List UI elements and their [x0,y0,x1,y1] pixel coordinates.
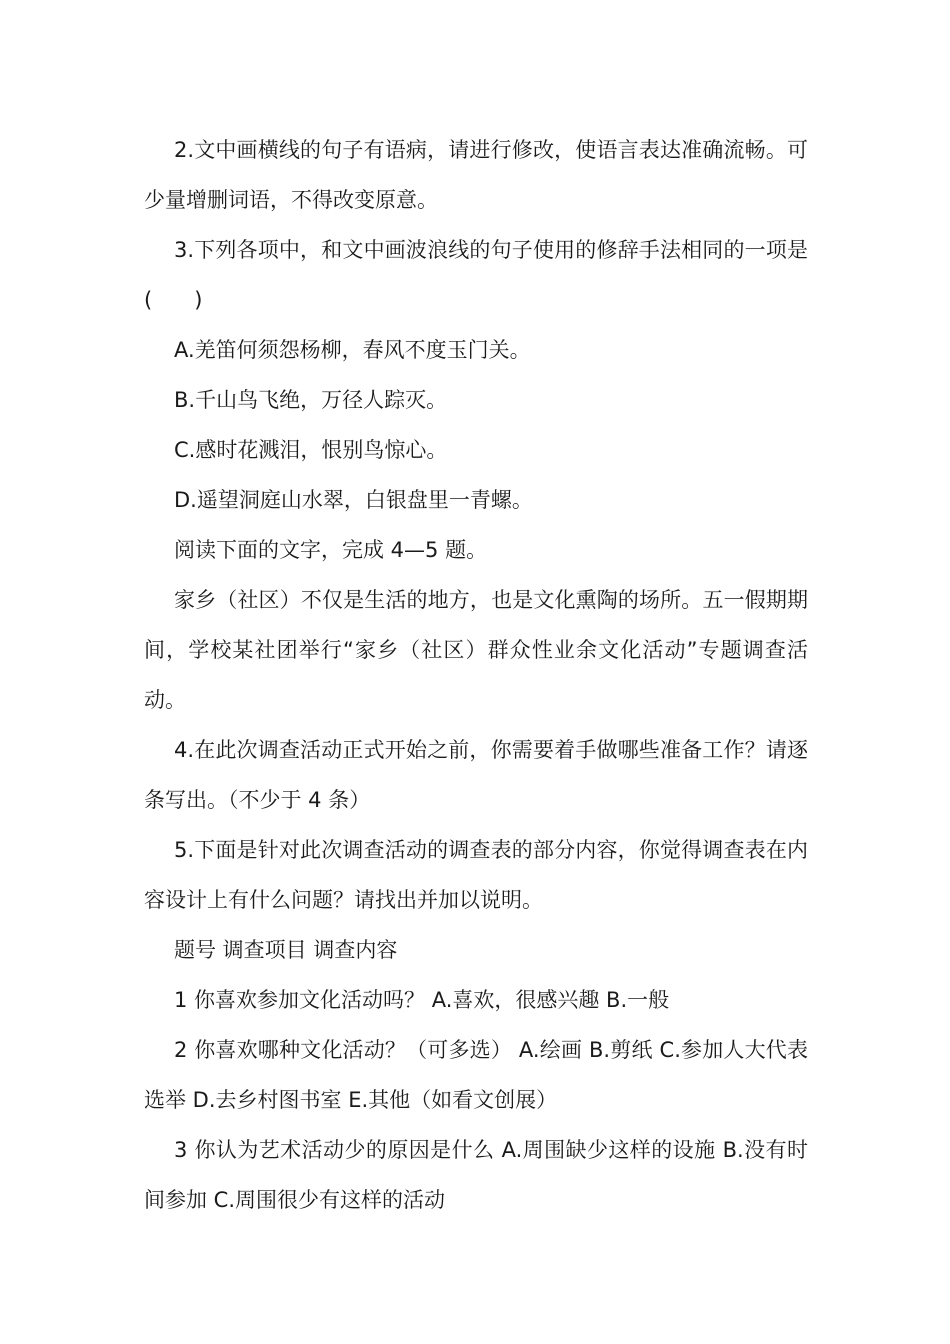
option-c: C.感时花溅泪，恨别鸟惊心。 [174,438,448,462]
document-page [144,125,808,1225]
question-5: 5.下面是针对此次调查活动的调查表的部分内容，你觉得调查表在内容设计上有什么问题？请找出并加以说明。 [144,838,808,912]
option-d: D.遥望洞庭山水翠，白银盘里一青螺。 [174,488,533,512]
survey-row-3: 3 你认为艺术活动少的原因是什么 A.周围缺少这样的设施 B.没有时间参加 C.周围很少有这样的活动 [144,1138,808,1212]
option-a: A.羌笛何须怨杨柳，春风不度玉门关。 [174,338,531,362]
reading-instruction: 阅读下面的文字，完成 4—5 题。 [174,538,488,562]
question-2: 2.文中画横线的句子有语病，请进行修改，使语言表达准确流畅。可少量增删词语，不得改变原意。 [144,138,808,212]
survey-row-2: 2 你喜欢哪种文化活动？（可多选） A.绘画 B.剪纸 C.参加人大代表选举 D.去乡村图书室 E.其他（如看文创展） [144,1038,808,1112]
question-3: 3.下列各项中，和文中画波浪线的句子使用的修辞手法相同的一项是( ) [144,238,808,312]
reading-passage: 家乡（社区）不仅是生活的地方，也是文化熏陶的场所。五一假期期间，学校某社团举行“家乡（社区）群众性业余文化活动”专题调查活动。 [144,588,808,712]
survey-header: 题号 调查项目 调查内容 [174,938,398,962]
survey-row-1: 1 你喜欢参加文化活动吗？ A.喜欢，很感兴趣 B.一般 [174,988,670,1012]
question-4: 4.在此次调查活动正式开始之前，你需要着手做哪些准备工作？请逐条写出。（不少于 4 条） [144,738,808,812]
option-b: B.千山鸟飞绝，万径人踪灭。 [174,388,448,412]
